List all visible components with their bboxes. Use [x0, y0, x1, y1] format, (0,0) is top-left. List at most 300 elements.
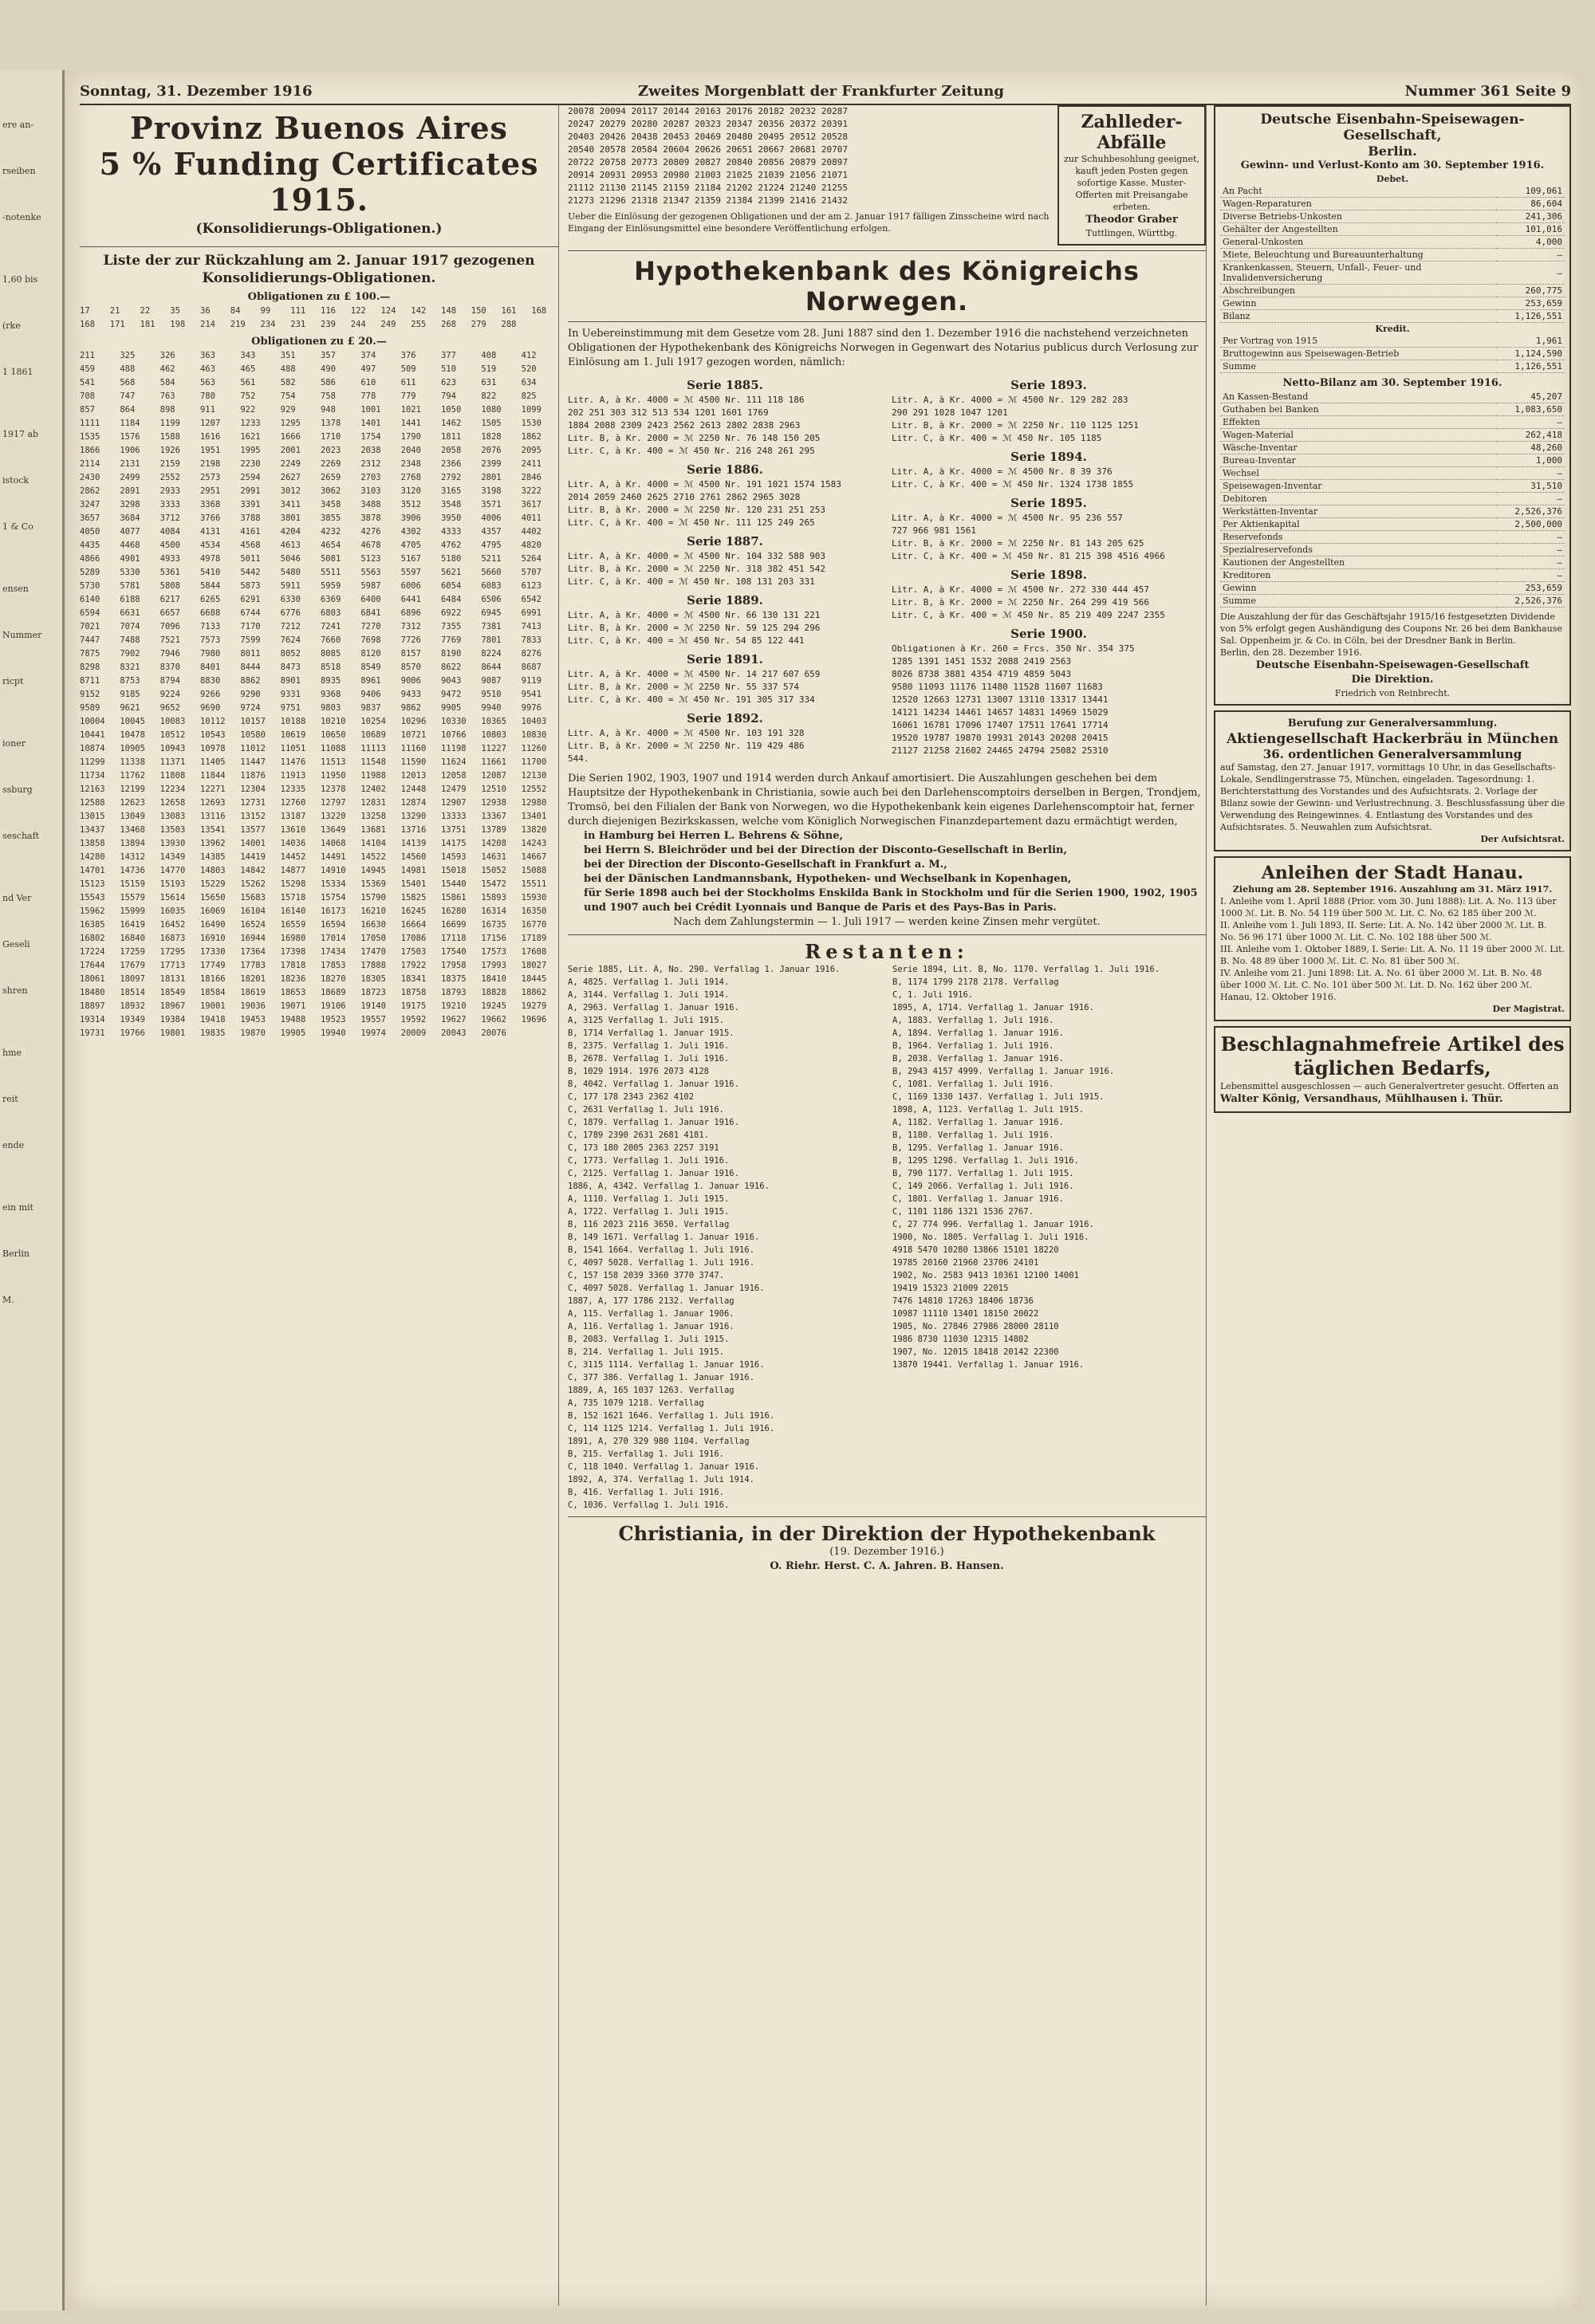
obligation-number: 9406	[360, 690, 381, 699]
obligation-number: 14036	[280, 839, 306, 848]
obligation-number: 14667	[521, 852, 547, 862]
obligation-number: 12693	[199, 798, 226, 808]
restant-line: A, 115. Verfallag 1. Januar 1906.	[568, 1309, 734, 1319]
obligation-number: 2001	[280, 446, 301, 455]
obligation-number: 610	[360, 378, 376, 387]
obligation-number: 1951	[199, 446, 221, 455]
obligation-number: 17189	[521, 934, 547, 943]
obligation-number: 13401	[521, 812, 547, 821]
obligation-number: 17470	[360, 947, 386, 957]
strip-text: 1 & Co	[2, 521, 33, 532]
obligation-number: 9290	[240, 690, 261, 699]
obligation-number: 8862	[240, 676, 261, 686]
obligation-number: 13290	[400, 812, 427, 821]
obligation-number: 376	[400, 351, 416, 360]
norway-bank-column	[568, 105, 1207, 2306]
obligation-number: 17540	[440, 947, 467, 957]
speisewagen-subtitle: Gewinn- und Verlust-Konto am 30. September 1916.	[1240, 159, 1545, 171]
obligation-number: 18828	[481, 988, 506, 997]
obligation-number: 519	[481, 364, 497, 374]
footer-date: (19. Dezember 1916.)	[829, 1546, 944, 1558]
zahlleder-title: Zahlleder-Abfälle	[1081, 112, 1183, 153]
obligation-number: 11661	[481, 757, 506, 767]
obligation-number: 18061	[80, 974, 105, 984]
obligation-number: 623	[440, 378, 456, 387]
obligation-number: 20009	[400, 1028, 427, 1038]
obligation-number: 17888	[360, 961, 386, 970]
obligation-number: 6054	[440, 581, 462, 591]
obligation-number: 778	[360, 391, 376, 401]
obligation-number: 911	[199, 405, 215, 415]
dividend-text: Die Auszahlung der für das Geschäftsjahr 1915/16 festgesetzten Dividende von 5% erfolgt gegen Aushändigung des Coupons Nr. 26 bei dem Bankhause Sal. Oppenheim jr. & Co. in Cöln, bei der Dresdner Bank in Berlin.	[1220, 611, 1562, 646]
obligation-number: 19870	[240, 1028, 266, 1038]
account-value: 1,126,551	[1496, 360, 1565, 373]
restant-line: B, 215. Verfallag 1. Juli 1916.	[568, 1449, 724, 1459]
obligation-number: 7096	[160, 622, 180, 631]
obligation-number: 19905	[280, 1028, 306, 1038]
obligation-number: 2627	[280, 473, 301, 482]
obligation-number: 13258	[360, 812, 386, 821]
obligation-number: 84	[230, 306, 241, 316]
obligation-number: 6484	[440, 595, 462, 604]
obligation-number: 3458	[320, 500, 341, 509]
obligation-number: 17	[80, 306, 90, 316]
obligation-number: 4795	[481, 541, 502, 550]
obligation-number: 7875	[80, 649, 100, 659]
strip-text: ricpt	[2, 676, 24, 686]
payers-list	[568, 829, 1206, 915]
obligation-number: 9472	[440, 690, 462, 699]
kredit-table	[1220, 335, 1565, 373]
obligation-number: 8011	[240, 649, 261, 659]
restant-line: C, 173 180 2005 2363 2257 3191	[568, 1143, 719, 1153]
obligation-number: 14560	[400, 852, 427, 862]
obligation-number: 7212	[280, 622, 301, 631]
account-row	[1220, 569, 1565, 582]
speisewagen-ad	[1214, 105, 1571, 706]
zahlleder-ad	[1057, 105, 1206, 246]
serie-heading: Serie 1895.	[1010, 496, 1087, 510]
restant-line: B, 1295. Verfallag 1. Januar 1916.	[892, 1143, 1064, 1153]
account-label: Reservefonds	[1220, 531, 1496, 544]
account-row	[1220, 429, 1565, 442]
strip-text: ensen	[2, 584, 29, 594]
obligation-number: 8518	[320, 663, 341, 672]
obligation-number: 19662	[481, 1015, 506, 1024]
obligation-number: 4901	[120, 554, 140, 564]
obligation-number: 3766	[199, 513, 221, 523]
obligation-number: 2312	[360, 459, 381, 469]
restant-line: B, 2038. Verfallag 1. Januar 1916.	[892, 1054, 1064, 1064]
account-label: Gewinn	[1220, 297, 1496, 310]
obligation-number: 1710	[320, 432, 341, 442]
obligation-number: 13820	[521, 825, 547, 835]
serie-numbers: Litr. A, à Kr. 4000 = ℳ 4500 Nr. 66 130 131 221 Litr. B, à Kr. 2000 = ℳ 2250 Nr. 59 125 294 296 Litr. C, à Kr. 400 = ℳ 450 Nr. 54 85 122 441	[568, 610, 821, 646]
hanau-text: I. Anleihe vom 1. April 1888 (Prior. vom 30. Juni 1888): Lit. A. No. 113 über 1000 ℳ. Lit. B. No. 54 119 über 500 ℳ. Lit. C. No. 62 185 über 200 ℳ. II. Anleihe vom 1. Juli 1893, II. Serie: Lit. A. No. 142 über 2000 ℳ. Lit. B. No. 56 96 171 über 1000 ℳ. Lit. C. No. 102 188 über 500 ℳ. III. Anleihe vom 1. Oktober 1889, I. Serie: Lit. A. No. 11 19 über 2000 ℳ. Lit. B. No. 48 89 über 1000 ℳ. Lit. C. No. 81 über 500 ℳ. IV. Anleihe vom 21. Juni 1898: Lit. A. No. 61 über 2000 ℳ. Lit. B. No. 48 über 1000 ℳ. Lit. C. No. 101 über 500 ℳ. Lit. D. No. 162 über 200 ℳ.	[1220, 896, 1565, 990]
obligation-number: 15229	[199, 879, 226, 889]
restant-line: C, 1101 1186 1321 1536 2767.	[892, 1207, 1034, 1217]
restant-line: 10987 11110 13401 18150 20022	[892, 1309, 1039, 1319]
obligation-number: 13894	[120, 839, 145, 848]
obligation-number: 16245	[400, 906, 427, 916]
account-label: Miete, Beleuchtung und Bureauunterhaltung	[1220, 249, 1496, 261]
obligation-number: 8622	[440, 663, 462, 672]
obligation-number: 16594	[320, 920, 346, 930]
obligation-number: 16802	[80, 934, 105, 943]
serie-numbers: Litr. A, à Kr. 4000 = ℳ 4500 Nr. 103 191 328 Litr. B, à Kr. 2000 = ℳ 2250 Nr. 119 429 486 544.	[568, 728, 805, 764]
obligation-number: 12013	[400, 771, 427, 781]
restant-line: 19419 15323 21009 22015	[892, 1284, 1009, 1293]
obligation-number: 11405	[199, 757, 226, 767]
obligation-number: 14910	[320, 866, 346, 875]
obligation-number: 12378	[320, 784, 346, 794]
obligation-number: 8901	[280, 676, 301, 686]
obligation-number: 8298	[80, 663, 100, 672]
obligation-number: 3801	[280, 513, 301, 523]
obligation-number: 8794	[160, 676, 180, 686]
obligation-number: 11160	[400, 744, 427, 753]
obligation-number: 19523	[320, 1015, 346, 1024]
obligation-number: 18305	[360, 974, 386, 984]
obligation-number: 948	[320, 405, 336, 415]
restant-line: B, 2943 4157 4999. Verfallag 1. Januar 1916.	[892, 1067, 1115, 1076]
obligation-number: 1080	[481, 405, 502, 415]
restant-line: C, 114 1125 1214. Verfallag 1. Juli 1916.	[568, 1424, 775, 1433]
title-provinz: Provinz Buenos Aires	[130, 110, 508, 146]
obligation-number: 9803	[320, 703, 341, 713]
obligation-number: 19384	[160, 1015, 186, 1024]
obligation-number: 7624	[280, 635, 301, 645]
restant-line: B, 1714 Verfallag 1. Januar 1915.	[568, 1028, 734, 1038]
restant-line: A, 1722. Verfallag 1. Juli 1915.	[568, 1207, 730, 1217]
obligation-number: 5597	[400, 568, 421, 577]
obligation-number: 15298	[280, 879, 306, 889]
obligation-number: 2076	[481, 446, 502, 455]
hacker-assembly: 36. ordentlichen Generalversammlung	[1262, 747, 1522, 761]
obligation-number: 219	[230, 320, 246, 329]
obligation-number: 17503	[400, 947, 427, 957]
obligation-number: 5873	[240, 581, 261, 591]
obligation-number: 9331	[280, 690, 301, 699]
obligation-number: 234	[260, 320, 276, 329]
obligation-number: 408	[481, 351, 497, 360]
obligation-number: 14770	[160, 866, 186, 875]
account-row	[1220, 236, 1565, 249]
obligation-number: 1666	[280, 432, 301, 442]
restant-line: 1986 8730 11030 12315 14802	[892, 1335, 1029, 1344]
obligation-number: 14491	[320, 852, 346, 862]
account-label: Gehälter der Angestellten	[1220, 223, 1496, 236]
obligation-number: 12448	[400, 784, 427, 794]
obligation-number: 10721	[400, 730, 427, 740]
serie-heading: Serie 1889.	[687, 593, 763, 608]
obligation-number: 6506	[481, 595, 502, 604]
obligation-number: 12588	[80, 798, 105, 808]
obligation-number: 9976	[521, 703, 542, 713]
debet-table	[1220, 185, 1565, 323]
obligation-number: 747	[120, 391, 136, 401]
restant-line: A, 1883. Verfallag 1. Juli 1916.	[892, 1016, 1054, 1025]
account-label: Kautionen der Angestellten	[1220, 556, 1496, 569]
obligation-number: 2862	[80, 486, 100, 496]
obligation-number: 6657	[160, 608, 180, 618]
obligation-number: 584	[160, 378, 175, 387]
obligation-number: 490	[320, 364, 336, 374]
obligation-number: 1001	[360, 405, 381, 415]
obligation-number: 9266	[199, 690, 221, 699]
obligation-number: 5167	[400, 554, 421, 564]
obligation-number: 7946	[160, 649, 180, 659]
obligation-number: 99	[260, 306, 271, 316]
obligation-number: 9152	[80, 690, 100, 699]
serie-numbers: Litr. A, à Kr. 4000 = ℳ 4500 Nr. 129 282 283 290 291 1028 1047 1201 Litr. B, à Kr. 2000 = ℳ 2250 Nr. 110 1125 1251 Litr. C, à Kr. 400 = ℳ 450 Nr. 105 1185	[892, 395, 1139, 443]
account-row	[1220, 249, 1565, 261]
obligation-number: 1378	[320, 419, 341, 428]
obligation-number: 18549	[160, 988, 186, 997]
obligation-number: 198	[170, 320, 186, 329]
obligation-number: 17818	[280, 961, 306, 970]
obligation-number: 15893	[481, 893, 506, 902]
obligation-number: 4435	[80, 541, 100, 550]
obligation-number: 2230	[240, 459, 261, 469]
speisewagen-signer: Friedrich von Reinbrecht.	[1334, 688, 1451, 698]
obligation-number: 14385	[199, 852, 226, 862]
serie-numbers: Litr. A, à Kr. 4000 = ℳ 4500 Nr. 111 118 186 202 251 303 312 513 534 1201 1601 1769 1884 2088 2309 2423 2562 2613 2802 2838 2963 Litr. B, à Kr. 2000 = ℳ 2250 Nr. 76 148 150 205 Litr. C, à Kr. 400 = ℳ 450 Nr. 216 248 261 295	[568, 395, 821, 456]
obligation-number: 17749	[199, 961, 226, 970]
account-row	[1220, 391, 1565, 403]
obligation-number: 412	[521, 351, 537, 360]
obligation-number: 13187	[280, 812, 306, 821]
obligation-number: 1926	[160, 446, 180, 455]
title-certificates: 5 % Funding Certificates 1915.	[99, 146, 539, 218]
obligation-number: 10004	[80, 717, 105, 726]
serie-heading: Serie 1900.	[1010, 627, 1087, 641]
obligation-number: 13468	[120, 825, 145, 835]
restant-line: B, 2375. Verfallag 1. Juli 1916.	[568, 1041, 730, 1051]
obligation-number: 8644	[481, 663, 502, 672]
restant-line: B, 4042. Verfallag 1. Januar 1916.	[568, 1079, 739, 1089]
obligation-number: 8549	[360, 663, 381, 672]
restant-line: C, 1801. Verfallag 1. Januar 1916.	[892, 1194, 1064, 1204]
obligation-number: 15440	[440, 879, 467, 889]
payer-line: in Hamburg bei Herren L. Behrens & Söhne,	[584, 830, 844, 842]
obligation-number: 9224	[160, 690, 180, 699]
obligation-number: 14803	[199, 866, 226, 875]
account-value: 2,526,376	[1496, 595, 1565, 608]
obligation-number: 8224	[481, 649, 502, 659]
obligation-number: 8120	[360, 649, 381, 659]
obligation-number: 150	[471, 306, 486, 316]
obligation-number: 1295	[280, 419, 301, 428]
account-row	[1220, 403, 1565, 416]
restant-line: A, 1110. Verfallag 1. Juli 1915.	[568, 1194, 730, 1204]
obligation-number: 8321	[120, 663, 140, 672]
obligation-number: 14001	[240, 839, 266, 848]
obligation-number: 8961	[360, 676, 381, 686]
obligation-number: 1866	[80, 446, 100, 455]
obligation-number: 15718	[280, 893, 306, 902]
bilanz-table	[1220, 391, 1565, 608]
obligation-number: 14736	[120, 866, 145, 875]
obligation-number: 3950	[440, 513, 462, 523]
section-100: Obligationen zu £ 100.—	[247, 291, 391, 303]
obligation-number: 18027	[521, 961, 547, 970]
serie-heading: Serie 1891.	[687, 652, 763, 667]
bilanz-title: Netto-Bilanz am 30. September 1916.	[1282, 377, 1502, 389]
obligation-number: 3411	[280, 500, 301, 509]
restant-line: C, 1773. Verfallag 1. Juli 1916.	[568, 1156, 730, 1166]
obligation-number: 6369	[320, 595, 341, 604]
restant-line: B, 2083. Verfallag 1. Juli 1915.	[568, 1335, 730, 1344]
obligation-number: 15614	[160, 893, 186, 902]
account-label: Kreditoren	[1220, 569, 1496, 582]
obligation-number: 4050	[80, 527, 100, 537]
obligation-number: 10619	[280, 730, 306, 740]
obligation-number: 12907	[440, 798, 467, 808]
account-row	[1220, 223, 1565, 236]
obligation-number: 17295	[160, 947, 186, 957]
obligation-number: 7021	[80, 622, 100, 631]
account-label: Per Vortrag von 1915	[1220, 335, 1496, 348]
serie-numbers: Litr. A, à Kr. 4000 = ℳ 4500 Nr. 8 39 376 Litr. C, à Kr. 400 = ℳ 450 Nr. 1324 1738 1855	[892, 466, 1134, 490]
obligation-number: 11198	[440, 744, 467, 753]
obligation-number: 326	[160, 351, 175, 360]
obligation-number: 6841	[360, 608, 381, 618]
obligation-number: 18480	[80, 988, 105, 997]
obligation-number: 19766	[120, 1028, 145, 1038]
obligation-number: 4011	[521, 513, 542, 523]
restant-line: C, 1789 2390 2631 2681 4181.	[568, 1131, 710, 1140]
obligation-number: 5361	[160, 568, 180, 577]
obligation-number: 4204	[280, 527, 301, 537]
obligation-number: 11950	[320, 771, 346, 781]
account-row	[1220, 416, 1565, 429]
obligation-number: 15825	[400, 893, 427, 902]
obligation-number: 2573	[199, 473, 221, 482]
obligation-number: 19974	[360, 1028, 386, 1038]
obligation-number: 634	[521, 378, 537, 387]
obligation-number: 10365	[481, 717, 506, 726]
obligation-number: 8052	[280, 649, 301, 659]
obligation-number: 7769	[440, 635, 462, 645]
obligation-number: 18689	[320, 988, 346, 997]
obligation-number: 11808	[160, 771, 186, 781]
obligation-number: 6744	[240, 608, 261, 618]
account-row	[1220, 595, 1565, 608]
hackerbraeu-ad	[1214, 710, 1571, 851]
obligation-number: 16140	[280, 906, 306, 916]
strip-text: Berlin	[2, 1249, 30, 1259]
obligation-number: 19314	[80, 1015, 105, 1024]
account-value: 31,510	[1496, 480, 1565, 493]
account-value: —	[1496, 416, 1565, 429]
obligation-number: 12479	[440, 784, 467, 794]
obligation-number: 9510	[481, 690, 502, 699]
strip-text: hme	[2, 1048, 22, 1058]
obligation-number: 12623	[120, 798, 145, 808]
account-value: —	[1496, 493, 1565, 505]
account-label: Werkstätten-Inventar	[1220, 505, 1496, 518]
obligation-number: 2269	[320, 459, 341, 469]
account-row	[1220, 198, 1565, 210]
obligation-number: 4131	[199, 527, 221, 537]
list-title: Liste der zur Rückzahlung am 2. Januar 1917 gezogenen Konsolidierungs-Obligationen.	[103, 253, 535, 286]
restant-line: A, 1894. Verfallag 1. Januar 1916.	[892, 1028, 1064, 1038]
obligation-number: 10403	[521, 717, 547, 726]
speisewagen-firm: Deutsche Eisenbahn-Speisewagen-Gesellschaft	[1255, 659, 1530, 671]
serie-numbers: Litr. A, à Kr. 4000 = ℳ 4500 Nr. 14 217 607 659 Litr. B, à Kr. 2000 = ℳ 2250 Nr. 55 337 574 Litr. C, à Kr. 400 = ℳ 450 Nr. 191 305 317 334	[568, 669, 821, 705]
obligation-number: 5330	[120, 568, 140, 577]
account-value: 1,126,551	[1496, 310, 1565, 323]
section-20: Obligationen zu £ 20.—	[251, 336, 387, 348]
hanau-date: Hanau, 12. Oktober 1916.	[1220, 992, 1337, 1002]
obligation-number: 13649	[320, 825, 346, 835]
obligation-number: 171	[109, 320, 125, 329]
obligation-number: 8830	[199, 676, 221, 686]
obligation-number: 15018	[440, 866, 467, 875]
obligation-number: 11734	[80, 771, 105, 781]
obligation-number: 11624	[440, 757, 467, 767]
serie-heading: Serie 1892.	[687, 711, 763, 726]
obligation-number: 19940	[320, 1028, 346, 1038]
obligation-number: 12938	[481, 798, 506, 808]
obligation-number: 7573	[199, 635, 221, 645]
obligation-number: 18793	[440, 988, 467, 997]
obligation-number: 3855	[320, 513, 341, 523]
obligation-number: 122	[350, 306, 366, 316]
obligation-number: 1811	[440, 432, 462, 442]
obligation-number: 4705	[400, 541, 421, 550]
restant-line: Serie 1885, Lit. A, No. 290. Verfallag 1. Januar 1916.	[568, 965, 841, 974]
obligation-number: 288	[501, 320, 517, 329]
obligation-number: 17993	[481, 961, 506, 970]
obligation-number: 5046	[280, 554, 301, 564]
obligation-number: 465	[240, 364, 256, 374]
obligation-number: 15930	[521, 893, 547, 902]
hacker-firm: Aktiengesellschaft Hackerbräu in München	[1226, 731, 1559, 747]
restant-line: C, 4097 5028. Verfallag 1. Januar 1916.	[568, 1284, 765, 1293]
obligation-number: 7902	[120, 649, 140, 659]
obligation-number: 6922	[440, 608, 462, 618]
obligation-number: 16069	[199, 906, 226, 916]
obligation-number: 17644	[80, 961, 105, 970]
account-row	[1220, 544, 1565, 556]
account-label: An Pacht	[1220, 185, 1496, 198]
obligation-number: 17783	[240, 961, 266, 970]
obligation-number: 9589	[80, 703, 100, 713]
restant-line: C, 377 386. Verfallag 1. Januar 1916.	[568, 1373, 754, 1382]
account-value: 241,306	[1496, 210, 1565, 223]
obligation-number: 17050	[360, 934, 386, 943]
obligation-number: 2249	[280, 459, 301, 469]
speisewagen-board: Die Direktion.	[1351, 674, 1434, 686]
obligation-number: 16944	[240, 934, 266, 943]
restant-line: A, 3144. Verfallag 1. Juli 1914.	[568, 990, 730, 1000]
obligation-number: 12271	[199, 784, 226, 794]
serie-heading: Serie 1894.	[1010, 450, 1087, 464]
strip-text: ein mit	[2, 1202, 33, 1213]
obligation-number: 1462	[440, 419, 462, 428]
obligation-number: 1021	[400, 405, 421, 415]
obligation-number: 16173	[320, 906, 346, 916]
obligation-number: 16770	[521, 920, 547, 930]
obligation-number: 9087	[481, 676, 502, 686]
account-label: An Kassen-Bestand	[1220, 391, 1496, 403]
restant-line: 19785 20160 21960 23706 24101	[892, 1258, 1039, 1268]
obligation-number: 36	[200, 306, 211, 316]
obligation-number: 17364	[240, 947, 266, 957]
strip-text: ende	[2, 1140, 25, 1150]
